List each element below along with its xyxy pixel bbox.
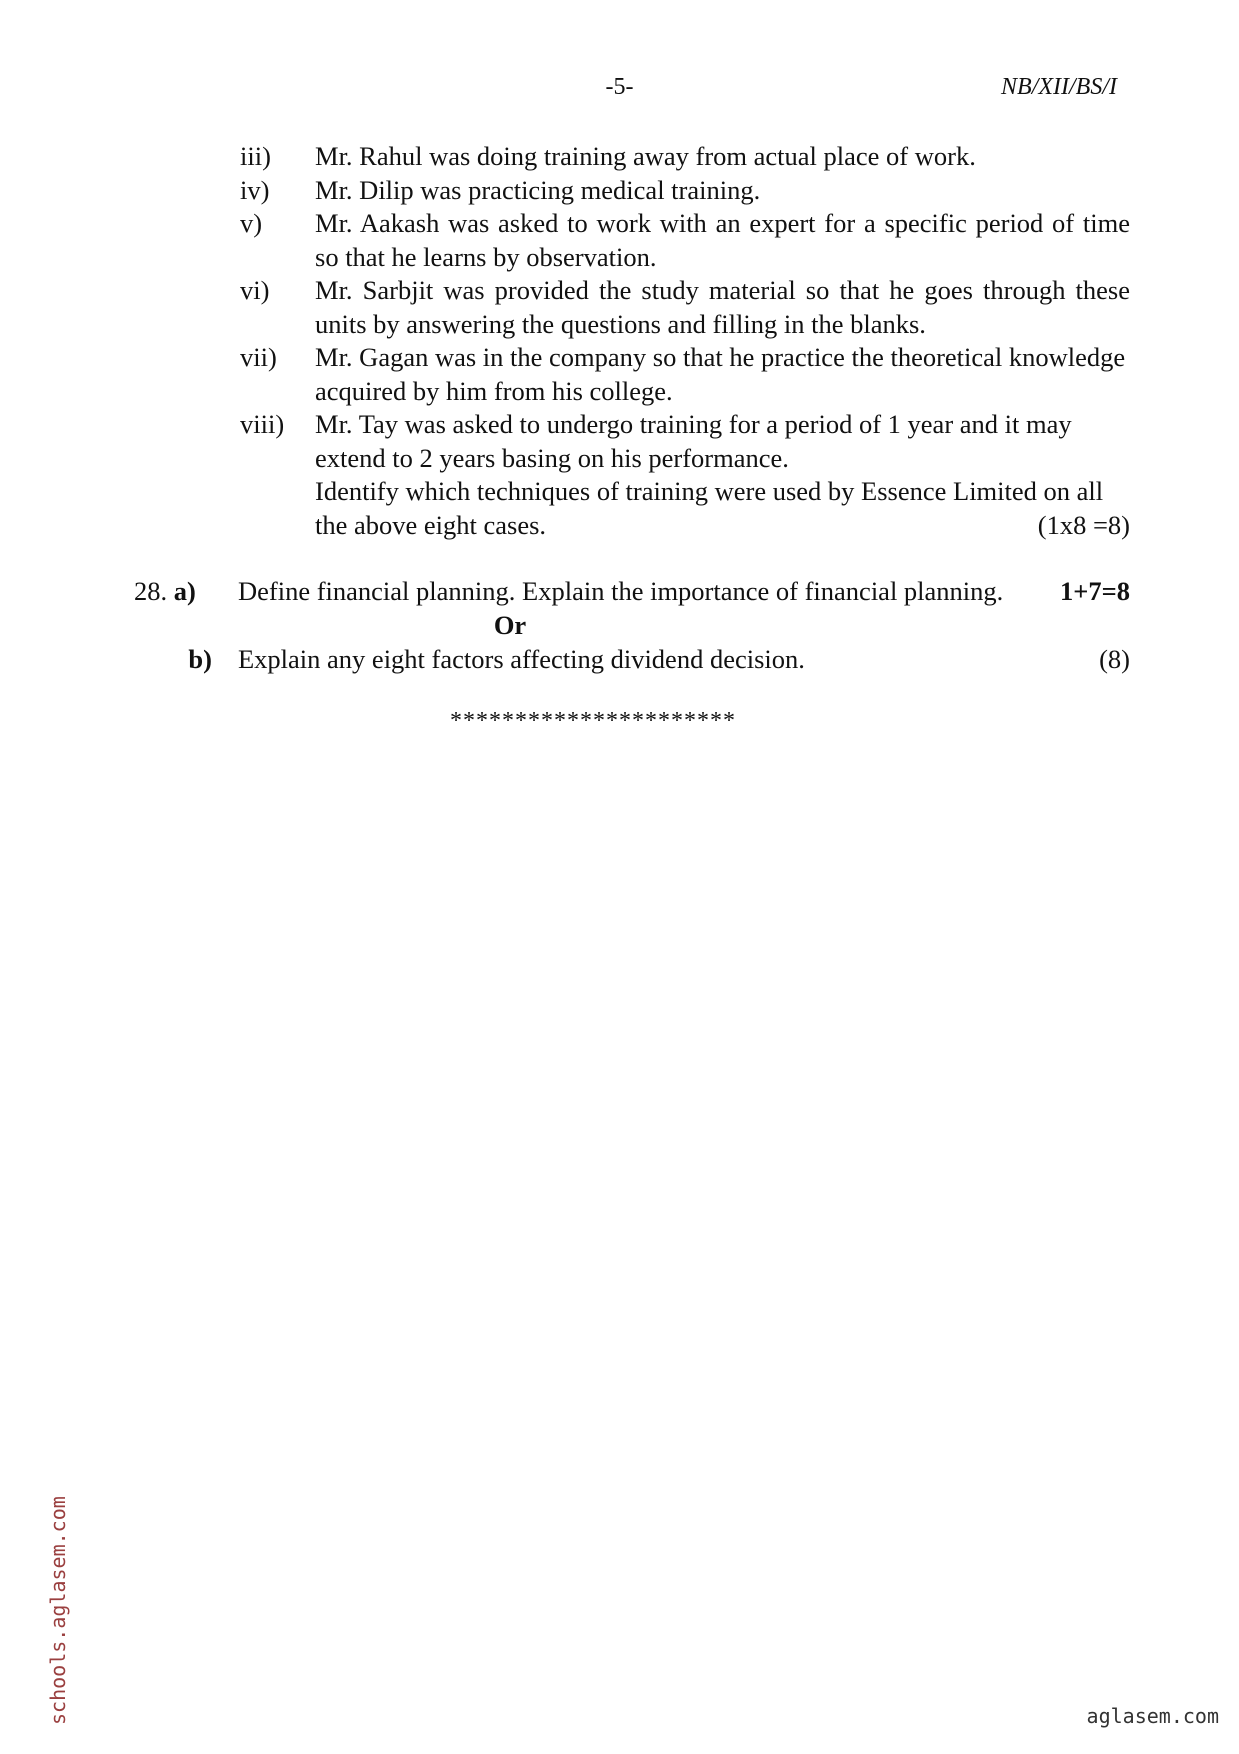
item-text: Mr. Sarbjit was provided the study material so that he goes through these units by answering the questions and filling in the blanks. — [315, 275, 1130, 339]
watermark-right: aglasem.com — [1086, 1704, 1219, 1728]
instruction — [240, 475, 1130, 542]
part-b-label: b) — [188, 644, 212, 674]
item-number: vii) — [240, 342, 277, 372]
item-text: Mr. Aakash was asked to work with an expert for a specific period of time so that he learns by observation. — [315, 208, 1130, 272]
part-a-label: a) — [173, 576, 196, 606]
item-text: Mr. Dilip was practicing medical training. — [315, 174, 761, 205]
list-item — [240, 341, 1130, 408]
item-number: v) — [240, 208, 263, 238]
or-separator: Or — [493, 610, 527, 640]
item-text: Mr. Gagan was in the company so that he practice the theoretical knowledge acquired by him from his college. — [315, 342, 1126, 406]
end-marker: ********************** — [450, 708, 736, 734]
list-item — [240, 207, 1130, 274]
list-item — [240, 174, 1130, 208]
item-number: viii) — [240, 409, 285, 439]
question-28 — [134, 574, 1130, 676]
part-a-text: Define financial planning. Explain the importance of financial planning. — [238, 576, 1004, 606]
part-b-text: Explain any eight factors affecting dividend decision. — [238, 644, 805, 674]
part-b-marks: (8) — [1099, 644, 1130, 674]
page-number: -5- — [605, 74, 634, 100]
item-text: Mr. Tay was asked to undergo training for a period of 1 year and it may extend to 2 years basing on his performance. — [315, 409, 1072, 473]
instruction-line-1: Identify which techniques of training were used by Essence Limited on all — [315, 476, 1104, 506]
list-item — [240, 274, 1130, 341]
part-a-marks: 1+7=8 — [1060, 576, 1130, 606]
instruction-line-2: the above eight cases. — [315, 509, 547, 540]
paper-code: NB/XII/BS/I — [1001, 74, 1117, 100]
question-27-subitems — [240, 140, 1130, 542]
item-number: iii) — [240, 141, 271, 171]
watermark-left: schools.aglasem.com — [46, 1496, 70, 1725]
item-text: Mr. Rahul was doing training away from actual place of work. — [315, 141, 976, 171]
item-number: vi) — [240, 275, 270, 305]
question-number: 28. — [134, 576, 168, 606]
list-item — [240, 408, 1130, 475]
item-number: iv) — [240, 174, 270, 205]
list-item — [240, 140, 1130, 174]
marks: (1x8 =8) — [1037, 509, 1130, 540]
